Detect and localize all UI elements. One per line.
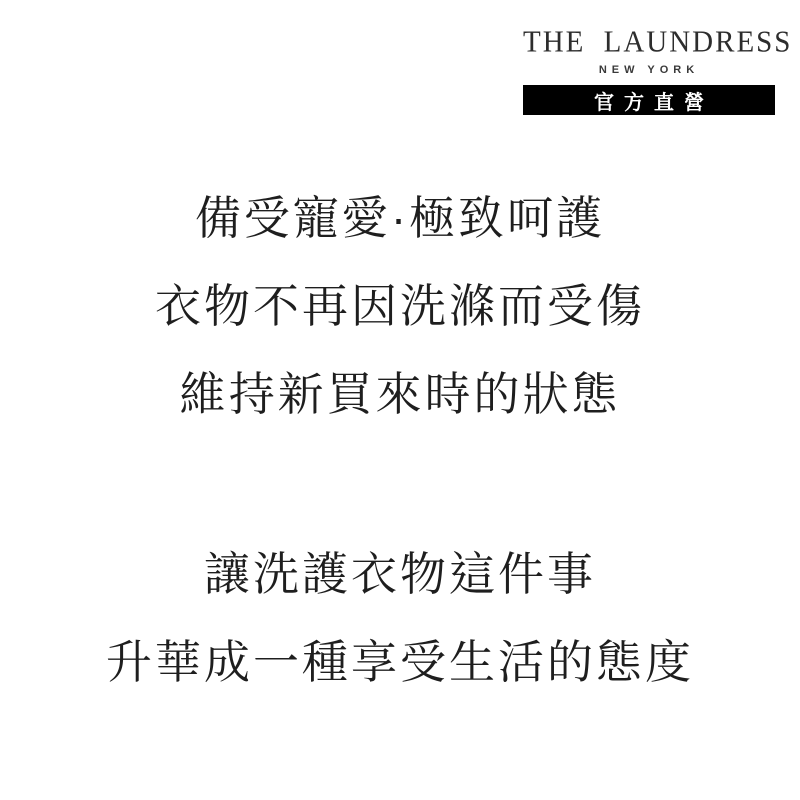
tagline-paragraph-2 xyxy=(0,530,800,706)
tagline-line-4: 讓洗護衣物這件事 xyxy=(204,548,596,600)
brand-logo-title: THE LAUNDRESS xyxy=(523,25,793,59)
tagline-paragraph-1 xyxy=(0,174,800,438)
tagline-line-2: 衣物不再因洗滌而受傷 xyxy=(155,280,645,332)
tagline-line-1: 備受寵愛·極致呵護 xyxy=(194,192,606,244)
tagline-line-5: 升華成一種享受生活的態度 xyxy=(106,636,694,688)
brand-block xyxy=(523,25,793,115)
brand-logo-subtitle: NEW YORK xyxy=(598,64,700,76)
official-store-badge-label: 官方直營 xyxy=(594,91,714,114)
tagline-line-3: 維持新買來時的狀態 xyxy=(179,368,621,420)
official-store-badge xyxy=(523,85,775,115)
